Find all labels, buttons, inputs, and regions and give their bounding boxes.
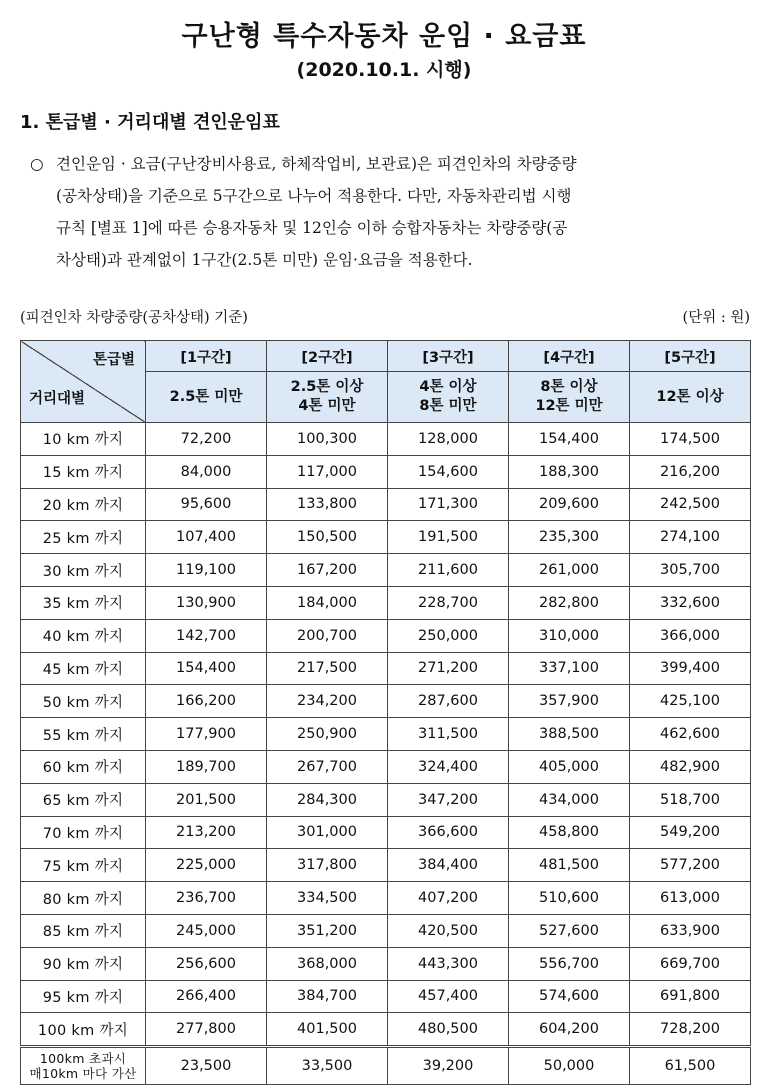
table-row [21, 685, 751, 718]
table-row [21, 980, 751, 1013]
fare-cell: 317,800 [267, 849, 388, 882]
fare-cell: 669,700 [630, 947, 751, 980]
distance-cell: 15 km 까지 [21, 455, 146, 488]
fare-cell: 250,000 [388, 619, 509, 652]
fare-cell: 119,100 [146, 554, 267, 587]
fare-cell: 84,000 [146, 455, 267, 488]
distance-cell: 65 km 까지 [21, 783, 146, 816]
fare-cell: 242,500 [630, 488, 751, 521]
fare-cell: 556,700 [509, 947, 630, 980]
distance-cell: 50 km 까지 [21, 685, 146, 718]
fare-cell: 117,000 [267, 455, 388, 488]
distance-cell: 20 km 까지 [21, 488, 146, 521]
fare-cell: 184,000 [267, 586, 388, 619]
distance-cell: 55 km 까지 [21, 718, 146, 751]
fare-cell: 225,000 [146, 849, 267, 882]
table-row [21, 783, 751, 816]
distance-cell: 30 km 까지 [21, 554, 146, 587]
surcharge-label-line: 매10km 마다 가산 [29, 1066, 137, 1082]
table-row [21, 882, 751, 915]
weight-range-line: 2.5톤 미만 [169, 388, 243, 405]
fare-cell: 549,200 [630, 816, 751, 849]
surcharge-cell: 33,500 [267, 1047, 388, 1085]
fare-cell: 150,500 [267, 521, 388, 554]
fare-cell: 401,500 [267, 1013, 388, 1047]
column-header-tier: [3구간] [388, 341, 509, 372]
corner-label-distance: 거리대별 [29, 391, 86, 407]
fare-cell: 577,200 [630, 849, 751, 882]
table-row [21, 750, 751, 783]
fare-cell: 284,300 [267, 783, 388, 816]
fare-cell: 277,800 [146, 1013, 267, 1047]
fare-cell: 366,000 [630, 619, 751, 652]
column-header-weight-range [267, 372, 388, 423]
column-header-weight-range [146, 372, 267, 423]
fare-cell: 324,400 [388, 750, 509, 783]
fare-cell: 95,600 [146, 488, 267, 521]
fare-cell: 213,200 [146, 816, 267, 849]
column-header-tier: [4구간] [509, 341, 630, 372]
fare-cell: 256,600 [146, 947, 267, 980]
fare-cell: 130,900 [146, 586, 267, 619]
fare-cell: 574,600 [509, 980, 630, 1013]
distance-cell: 95 km 까지 [21, 980, 146, 1013]
fare-cell: 236,700 [146, 882, 267, 915]
distance-cell: 45 km 까지 [21, 652, 146, 685]
fare-cell: 133,800 [267, 488, 388, 521]
fare-cell: 217,500 [267, 652, 388, 685]
fare-cell: 235,300 [509, 521, 630, 554]
fare-cell: 166,200 [146, 685, 267, 718]
fare-cell: 357,900 [509, 685, 630, 718]
fare-cell: 188,300 [509, 455, 630, 488]
distance-cell: 75 km 까지 [21, 849, 146, 882]
weight-range-line: 8톤 미만 [419, 398, 477, 414]
distance-cell: 25 km 까지 [21, 521, 146, 554]
fare-cell: 267,700 [267, 750, 388, 783]
fare-cell: 481,500 [509, 849, 630, 882]
fare-cell: 301,000 [267, 816, 388, 849]
fare-cell: 271,200 [388, 652, 509, 685]
distance-cell: 40 km 까지 [21, 619, 146, 652]
table-row [21, 718, 751, 751]
fare-cell: 211,600 [388, 554, 509, 587]
table-row [21, 521, 751, 554]
table-row [21, 816, 751, 849]
fare-cell: 200,700 [267, 619, 388, 652]
fare-cell: 167,200 [267, 554, 388, 587]
fare-cell: 142,700 [146, 619, 267, 652]
distance-cell: 80 km 까지 [21, 882, 146, 915]
weight-range-line: 4톤 미만 [298, 398, 356, 414]
bullet-circle-icon: ○ [30, 155, 44, 173]
table-corner-header [21, 341, 146, 423]
fare-cell: 457,400 [388, 980, 509, 1013]
column-header-tier: [2구간] [267, 341, 388, 372]
fare-cell: 366,600 [388, 816, 509, 849]
fare-cell: 613,000 [630, 882, 751, 915]
column-header-tier: [5구간] [630, 341, 751, 372]
fare-cell: 384,400 [388, 849, 509, 882]
fare-cell: 189,700 [146, 750, 267, 783]
fare-cell: 527,600 [509, 914, 630, 947]
weight-range-line: 2.5톤 이상 [290, 379, 364, 395]
column-header-weight-range [509, 372, 630, 423]
fare-cell: 234,200 [267, 685, 388, 718]
fare-cell: 633,900 [630, 914, 751, 947]
fare-cell: 368,000 [267, 947, 388, 980]
distance-cell: 35 km 까지 [21, 586, 146, 619]
unit-note: (단위 : 원) [682, 310, 750, 326]
fare-cell: 691,800 [630, 980, 751, 1013]
distance-cell: 90 km 까지 [21, 947, 146, 980]
surcharge-cell: 39,200 [388, 1047, 509, 1085]
surcharge-label-cell [21, 1047, 146, 1085]
corner-label-tonnage: 톤급별 [92, 352, 135, 368]
fare-cell: 100,300 [267, 423, 388, 456]
table-row [21, 554, 751, 587]
table-row [21, 423, 751, 456]
description-paragraph [30, 148, 750, 276]
fare-cell: 407,200 [388, 882, 509, 915]
fare-cell: 261,000 [509, 554, 630, 587]
effective-date: (2020.10.1. 시행) [296, 59, 472, 81]
fare-cell: 420,500 [388, 914, 509, 947]
fare-cell: 201,500 [146, 783, 267, 816]
weight-range-line: 12톤 미만 [535, 398, 603, 414]
distance-cell: 100 km 까지 [21, 1013, 146, 1047]
fare-cell: 228,700 [388, 586, 509, 619]
column-header-tier: [1구간] [146, 341, 267, 372]
table-row [21, 488, 751, 521]
surcharge-cell: 23,500 [146, 1047, 267, 1085]
distance-cell: 70 km 까지 [21, 816, 146, 849]
fare-cell: 216,200 [630, 455, 751, 488]
fare-cell: 399,400 [630, 652, 751, 685]
fare-cell: 154,400 [146, 652, 267, 685]
fare-cell: 266,400 [146, 980, 267, 1013]
fare-cell: 604,200 [509, 1013, 630, 1047]
table-row [21, 652, 751, 685]
fare-cell: 347,200 [388, 783, 509, 816]
surcharge-cell: 50,000 [509, 1047, 630, 1085]
weight-range-line: 8톤 이상 [540, 379, 598, 395]
fare-cell: 334,500 [267, 882, 388, 915]
section-heading: 1. 톤급별 · 거리대별 견인운임표 [20, 112, 280, 133]
surcharge-cell: 61,500 [630, 1047, 751, 1085]
fare-cell: 287,600 [388, 685, 509, 718]
fare-cell: 510,600 [509, 882, 630, 915]
basis-note: (피견인차 차량중량(공차상태) 기준) [20, 310, 248, 326]
fare-cell: 177,900 [146, 718, 267, 751]
fare-cell: 305,700 [630, 554, 751, 587]
column-header-weight-range [630, 372, 751, 423]
description-line: 규칙 [별표 1]에 따른 승용자동차 및 12인승 이하 승합자동차는 차량중량(공 [56, 219, 568, 237]
fare-cell: 128,000 [388, 423, 509, 456]
fare-cell: 388,500 [509, 718, 630, 751]
fare-cell: 174,500 [630, 423, 751, 456]
fare-cell: 209,600 [509, 488, 630, 521]
distance-cell: 85 km 까지 [21, 914, 146, 947]
fare-cell: 191,500 [388, 521, 509, 554]
fare-cell: 458,800 [509, 816, 630, 849]
table-row [21, 914, 751, 947]
distance-cell: 60 km 까지 [21, 750, 146, 783]
fare-cell: 154,600 [388, 455, 509, 488]
column-header-weight-range [388, 372, 509, 423]
fare-cell: 462,600 [630, 718, 751, 751]
fare-cell: 425,100 [630, 685, 751, 718]
fare-cell: 245,000 [146, 914, 267, 947]
description-line: 차상태)과 관계없이 1구간(2.5톤 미만) 운임·요금을 적용한다. [56, 251, 473, 269]
fare-cell: 728,200 [630, 1013, 751, 1047]
description-line: 견인운임 · 요금(구난장비사용료, 하체작업비, 보관료)은 피견인차의 차량중량 [56, 155, 577, 173]
fare-cell: 310,000 [509, 619, 630, 652]
document-title: 구난형 특수자동차 운임 · 요금표 [181, 21, 587, 52]
fare-cell: 274,100 [630, 521, 751, 554]
fare-cell: 384,700 [267, 980, 388, 1013]
table-row [21, 619, 751, 652]
fare-cell: 72,200 [146, 423, 267, 456]
fare-cell: 482,900 [630, 750, 751, 783]
fare-cell: 154,400 [509, 423, 630, 456]
fare-cell: 434,000 [509, 783, 630, 816]
table-row [21, 586, 751, 619]
fare-cell: 518,700 [630, 783, 751, 816]
fare-table [20, 340, 751, 1085]
fare-cell: 405,000 [509, 750, 630, 783]
surcharge-label-line: 100km 초과시 [39, 1051, 127, 1067]
table-row [21, 947, 751, 980]
fare-cell: 282,800 [509, 586, 630, 619]
weight-range-line: 4톤 이상 [419, 379, 477, 395]
table-row [21, 1013, 751, 1047]
distance-cell: 10 km 까지 [21, 423, 146, 456]
weight-range-line: 12톤 이상 [656, 388, 724, 405]
table-row [21, 455, 751, 488]
fare-cell: 332,600 [630, 586, 751, 619]
fare-cell: 250,900 [267, 718, 388, 751]
fare-cell: 443,300 [388, 947, 509, 980]
description-line: (공차상태)을 기준으로 5구간으로 나누어 적용한다. 다만, 자동차관리법 시행 [56, 187, 572, 205]
fare-cell: 480,500 [388, 1013, 509, 1047]
fare-cell: 337,100 [509, 652, 630, 685]
table-row [21, 849, 751, 882]
fare-cell: 351,200 [267, 914, 388, 947]
surcharge-row [21, 1047, 751, 1085]
fare-cell: 171,300 [388, 488, 509, 521]
fare-cell: 107,400 [146, 521, 267, 554]
fare-cell: 311,500 [388, 718, 509, 751]
